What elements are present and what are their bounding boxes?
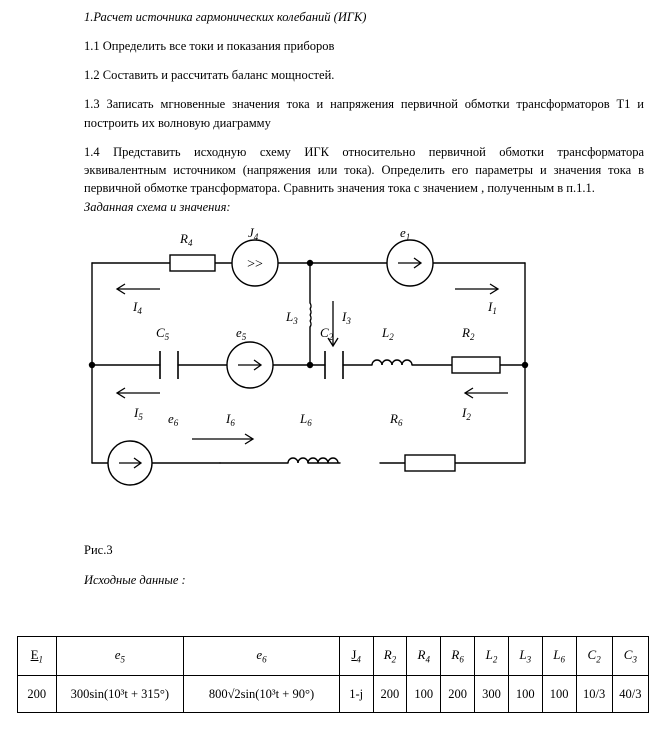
node-top-mid [307, 260, 313, 266]
cell-l3: 100 [508, 676, 542, 713]
task-list [84, 8, 644, 208]
label-e5: $e_5$ [236, 325, 247, 342]
th-e1: $E_1$ [18, 637, 57, 676]
label-c2: $C_2$ [320, 325, 334, 342]
label-l3: $L_3$ [286, 309, 298, 326]
task-item-4: 1.4 Представить исходную схему ИГК относительно первичной обмотки трансформатора эквивалентным источником (напряжения или тока). Определить его параметры и значения тока в первичной обмотке трансформатора. Сравнить значения тока с значением , полученным в п.1.1. [84, 144, 644, 195]
th-e6: $e_6$ [184, 637, 340, 676]
label-i4: $I_4$ [133, 299, 142, 316]
resistor-r4 [170, 255, 215, 271]
th-l2: $L_2$ [475, 637, 509, 676]
node-mid-mid [307, 362, 313, 368]
cell-l2: 300 [475, 676, 509, 713]
node-mid-left [89, 362, 95, 368]
cell-r2: 200 [373, 676, 407, 713]
label-i2: $I_2$ [462, 405, 471, 422]
table-header-row [18, 637, 649, 676]
cell-e5: 300sin(10³t + 315°) [56, 676, 184, 713]
label-l2: $L_2$ [382, 325, 394, 342]
cell-c2: 10/3 [576, 676, 612, 713]
label-l6: $L_6$ [300, 411, 312, 428]
th-r6: $R_6$ [441, 637, 475, 676]
task-item-1: 1.1 Определить все токи и показания приборов [84, 39, 335, 54]
cell-e6: 800√2sin(10³t + 90°) [184, 676, 340, 713]
label-i1: $I_1$ [488, 299, 497, 316]
cell-l6: 100 [542, 676, 576, 713]
th-c2: $C_2$ [576, 637, 612, 676]
inductor-l6 [288, 458, 338, 463]
ammeter-symbol: >> [247, 257, 263, 272]
data-table [17, 636, 649, 713]
resistor-r2 [452, 357, 500, 373]
th-l6: $L_6$ [542, 637, 576, 676]
label-r4: $R_4$ [180, 231, 193, 248]
label-i6: $I_6$ [226, 411, 235, 428]
circuit-diagram [0, 215, 666, 535]
cell-r6: 200 [441, 676, 475, 713]
task-item-3: 1.3 Записать мгновенные значения тока и напряжения первичной обмотки трансформаторов Т1 и построить их волновую диаграмму [84, 97, 644, 130]
label-r2: $R_2$ [462, 325, 475, 342]
th-r4: $R_4$ [407, 637, 441, 676]
cell-j4: 1-j [339, 676, 373, 713]
label-c5: $C_5$ [156, 325, 170, 342]
inductor-l2 [372, 360, 412, 365]
th-c3: $C_3$ [612, 637, 648, 676]
label-e1: $e_1$ [400, 225, 411, 242]
cell-c3: 40/3 [612, 676, 648, 713]
th-l3: $L_3$ [508, 637, 542, 676]
label-j4: $J_4$ [248, 225, 259, 242]
label-r6: $R_6$ [390, 411, 403, 428]
cell-r4: 100 [407, 676, 441, 713]
figure-label: Рис.3 [84, 543, 113, 557]
data-table-wrap [17, 636, 649, 713]
cell-e1: 200 [18, 676, 57, 713]
node-mid-right [522, 362, 528, 368]
task-item-0: 1.Расчет источника гармонических колебаний (ИГК) [84, 10, 367, 24]
capacitor-c5 [160, 351, 178, 379]
th-j4: $J_4$ [339, 637, 373, 676]
inductor-l3 [310, 303, 311, 327]
data-caption: Исходные данные : [84, 573, 186, 587]
label-i5: $I_5$ [134, 405, 143, 422]
task-item-2: 1.2 Составить и рассчитать баланс мощностей. [84, 68, 335, 83]
scheme-caption: Заданная схема и значения: [84, 200, 231, 214]
label-e6-text: $e_6$ [168, 411, 179, 428]
capacitor-c2 [325, 351, 343, 379]
label-i3: $I_3$ [342, 309, 351, 326]
th-e5: $e_5$ [56, 637, 184, 676]
th-r2: $R_2$ [373, 637, 407, 676]
resistor-r6 [405, 455, 455, 471]
table-row [18, 676, 649, 713]
